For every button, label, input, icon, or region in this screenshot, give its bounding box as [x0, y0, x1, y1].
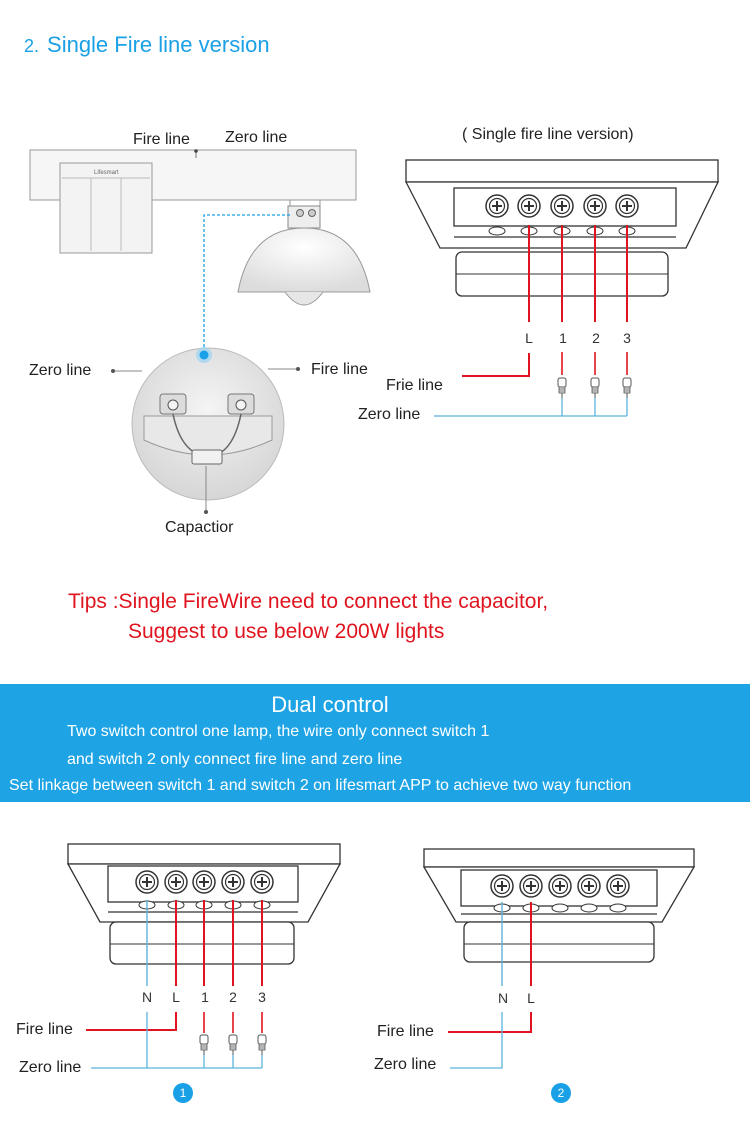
terminal-label-3: 3 [623, 330, 631, 346]
zero-line-label-top: Zero line [225, 129, 288, 146]
terminal-label-2: 2 [592, 330, 600, 346]
terminal-label-L: L [525, 330, 533, 346]
fire-line-label-top: Fire line [133, 131, 190, 148]
section-number: 2. [24, 36, 40, 56]
zero-line-label-mid: Zero line [29, 362, 92, 379]
fire-line-label-bottom-left: Fire line [16, 1021, 73, 1038]
dual-control-banner [0, 684, 750, 802]
switch-diagram-dual-2 [424, 849, 694, 1103]
terminal-label-N: N [497, 990, 509, 1006]
capacitor-zoom-circle [111, 347, 300, 514]
switch-diagram-single-fire [406, 160, 718, 416]
badge-1-text: 1 [179, 1086, 187, 1100]
terminal-label-1: 1 [559, 330, 567, 346]
terminal-label-L: L [172, 989, 180, 1005]
fire-line-label-right: Frie line [386, 377, 443, 394]
tips-line-1: Tips :Single FireWire need to connect the capacitor, [68, 590, 549, 613]
badge-2-text: 2 [557, 1086, 565, 1100]
brand-text: Lifesmart [94, 170, 119, 176]
section-title-text: Single Fire line version [47, 32, 270, 57]
terminal-label-L: L [527, 990, 535, 1006]
tips-text [68, 587, 548, 647]
dual-control-title: Dual control [271, 692, 389, 717]
tips-line-2: Suggest to use below 200W lights [128, 620, 445, 643]
ceiling-lamp-illustration [238, 206, 370, 305]
terminal-label-1: 1 [201, 989, 209, 1005]
terminal-label-2: 2 [229, 989, 237, 1005]
switch-diagram-dual-1 [68, 844, 340, 1103]
terminal-label-3: 3 [258, 989, 266, 1005]
zero-line-label-bottom-left: Zero line [19, 1059, 82, 1076]
section-title [24, 32, 270, 58]
zero-line-label-bottom-right: Zero line [374, 1056, 437, 1073]
right-diagram-caption: ( Single fire line version) [462, 126, 634, 143]
fire-line-label-mid: Fire line [311, 361, 368, 378]
dual-control-line-3: Set linkage between switch 1 and switch 2 on lifesmart APP to achieve two way function [9, 777, 632, 794]
fire-line-label-bottom-right: Fire line [377, 1023, 434, 1040]
dual-control-line-2: and switch 2 only connect fire line and zero line [67, 751, 403, 768]
terminal-label-N: N [141, 989, 153, 1005]
zero-line-label-right: Zero line [358, 406, 421, 423]
capacitor-label: Capactior [165, 519, 234, 536]
dual-control-line-1: Two switch control one lamp, the wire only connect switch 1 [67, 723, 490, 740]
